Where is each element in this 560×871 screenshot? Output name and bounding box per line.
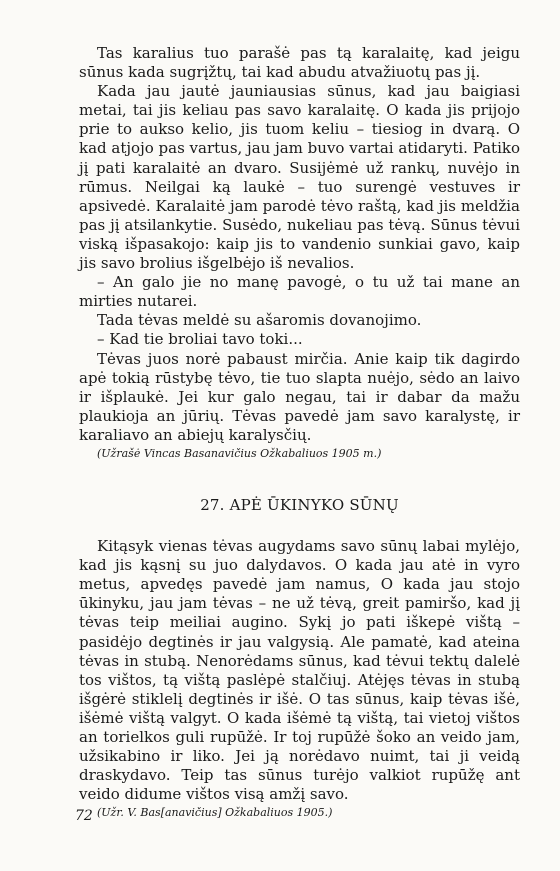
- story-heading: 27. APĖ ŪKINYKO SŪNŲ: [200, 495, 399, 514]
- page-number: 72: [75, 808, 93, 824]
- paragraph: Tada tėvas meldė su ašaromis dovanojimo.: [97, 311, 422, 330]
- paragraph: – Kad tie broliai tavo toki...: [97, 330, 303, 349]
- paragraph: – An galo jie no manę pavogė, o tu už tai mane an mirties nutarei.: [79, 273, 520, 311]
- page-text: [79, 44, 520, 821]
- paragraph: Kitąsyk vienas tėvas augydams savo sūnų labai mylėjo, kad jis kąsnį su juo dalydavos. O kada jau atė in vyro metus, apvedęs pavedė jam namus, O kada jau stojo ūkinyku, jau jam tėvas – ne už tėvą, greit pamiršo, kad jį tėvas teip meiliai augino. Sykį jo pati iškepė vištą – pasidėjo degtinės ir jau valgysią. Ale pamatė, kad ateina tėvas in stubą. Nenorėdams sūnus, kad tėvui tektų dalelė tos vištos, tą vištą paslėpė stalčiuj. Atėjęs tėvas in stubą išgėrė stiklelį degtinės ir išė. O tas sūnus, kaip tėvas išė, išėmė vištą valgyt. O kada išėmė tą vištą, tai vietoj vištos an torielkos guli rupūžė. Ir toj rupūžė šoko an veido jam, užsikabino ir liko. Jei ją norėdavo nuimt, tai ji veidą draskydavo. Teip tas sūnus turėjo valkiot rupūžę ant veido didume vištos visą amžį savo.: [79, 537, 520, 804]
- paragraph: Tėvas juos norė pabaust mirčia. Anie kaip tik dagirdo apė tokią rūstybę tėvo, tie tuo slapta nuėjo, sėdo an laivo ir išplaukė. Jei kur galo negau, tai ir dabar da mažu plaukioja an jūrių. Tėvas pavedė jam savo karalystę, ir karaliavo an abiejų karalysčių.: [79, 349, 520, 444]
- source-note: (Užrašė Vincas Basanavičius Ožkabaliuos 1905 m.): [97, 446, 382, 460]
- paragraph: Kada jau jautė jauniausias sūnus, kad jau baigiasi metai, tai jis keliau pas savo karalaitę. O kada jis prijojo prie to aukso kelio, jis tuom keliu – tiesiog in dvarą. O kad atjojo pas vartus, jau jam buvo vartai atidaryti. Patiko jį pati karalaitė an dvaro. Susijėmė už rankų, nuvėjo in rūmus. Neilgai ką laukė – tuo surengė vestuves ir apsivedė. Karalaitė jam parodė tėvo raštą, kad jis meldžia pas jį atsilankytie. Susėdo, nukeliau pas tėvą. Sūnus tėvui viską išpasakojo: kaip jis to vandenio sunkiai gavo, kaip jis savo brolius išgelbėjo iš nevalios.: [79, 82, 520, 273]
- paragraph: Tas karalius tuo parašė pas tą karalaitę, kad jeigu sūnus kada sugrįžtų, tai kad abudu atvažiuotų pas jį.: [79, 44, 520, 82]
- source-note: (Užr. V. Bas[anavičius] Ožkabaliuos 1905.): [97, 806, 333, 820]
